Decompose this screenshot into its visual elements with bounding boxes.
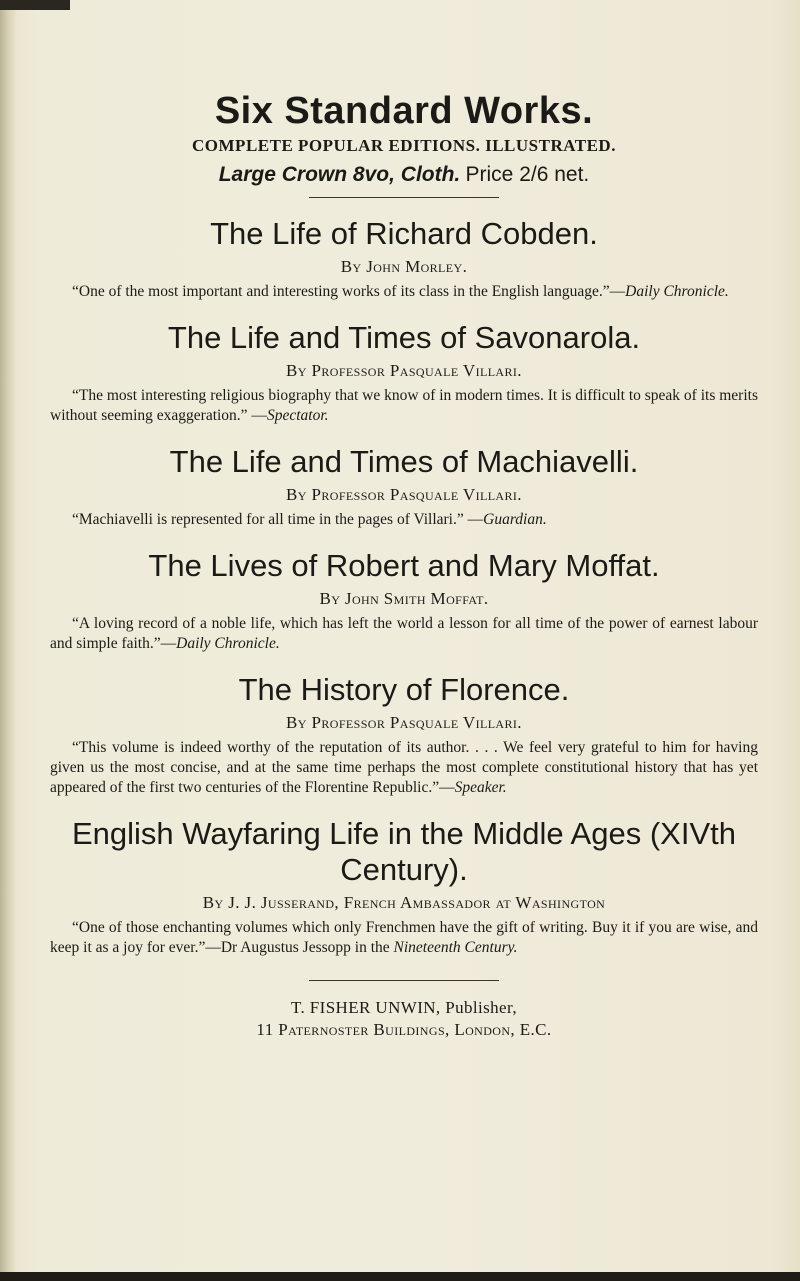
work-title: English Wayfaring Life in the Middle Ages (XIVth Century). [72, 816, 736, 887]
work-review [50, 386, 758, 426]
advert-page [50, 88, 758, 1041]
review-source: Spectator. [266, 407, 329, 424]
work-author: By Professor Pasquale Villari. [286, 361, 522, 380]
review-source: Daily Chronicle. [176, 635, 280, 652]
format-text: Large Crown 8vo, Cloth. [218, 163, 461, 186]
review-quote: “Machiavelli is represented for all time in the pages of Villari.” — [72, 511, 484, 528]
work-author: By J. J. Jusserand, French Ambassador at Washington [202, 893, 606, 912]
page-title: Six Standard Works. [214, 90, 594, 132]
review-quote: “One of the most important and interesting works of its class in the English language.”— [72, 283, 626, 300]
review-quote: “A loving record of a noble life, which has left the world a lesson for all time of the power of earnest labour and simple faith.”— [50, 615, 758, 652]
work-title: The Lives of Robert and Mary Moffat. [148, 548, 660, 583]
work-entry-machiavelli [50, 444, 758, 530]
work-review [50, 510, 758, 530]
review-quote: “The most interesting religious biography that we know of in modern times. It is difficult to speak of its merits without seeming exaggeration.” — [50, 387, 758, 424]
work-entry-cobden [50, 216, 758, 302]
work-entry-moffat [50, 548, 758, 654]
review-source: Daily Chronicle. [625, 283, 729, 300]
work-title: The Life and Times of Machiavelli. [169, 444, 639, 479]
publisher-footer [50, 980, 758, 1041]
top-edge-mark [0, 0, 70, 10]
work-review [50, 738, 758, 798]
work-review [50, 614, 758, 654]
work-review [50, 282, 758, 302]
review-source: Speaker. [454, 779, 507, 796]
work-entry-savonarola [50, 320, 758, 426]
separator-rule [309, 197, 499, 198]
review-source: Guardian. [483, 511, 547, 528]
work-review [50, 918, 758, 958]
publisher-name: T. FISHER UNWIN, Publisher, [290, 998, 518, 1017]
work-author: By John Morley. [340, 257, 468, 276]
edition-subtitle: COMPLETE POPULAR EDITIONS. ILLUSTRATED. [192, 136, 616, 155]
book-spine-shadow [0, 0, 16, 1281]
bottom-edge [0, 1272, 800, 1281]
work-entry-florence [50, 672, 758, 798]
work-author: By Professor Pasquale Villari. [286, 485, 522, 504]
work-title: The History of Florence. [238, 672, 570, 707]
work-entry-wayfaring [50, 816, 758, 958]
review-source: Nineteenth Century. [393, 939, 518, 956]
publisher-address: 11 Paternoster Buildings, London, E.C. [256, 1020, 552, 1039]
review-quote: “This volume is indeed worthy of the reputation of its author. . . . We feel very grateful to him for having given us the most concise, and at the same time perhaps the most complete constitutional history that has yet appeared of the first two centuries of the Florentine Republic.”— [50, 739, 758, 796]
work-title: The Life of Richard Cobden. [210, 216, 598, 251]
separator-rule [309, 980, 499, 981]
format-price-line [50, 160, 758, 189]
review-quote: “One of those enchanting volumes which only Frenchmen have the gift of writing. Buy it if you are wise, and keep it as a joy for ever.”—Dr Augustus Jessopp in the [50, 919, 758, 956]
work-author: By Professor Pasquale Villari. [286, 713, 522, 732]
work-author: By John Smith Moffat. [319, 589, 489, 608]
price-text: Price 2/6 net. [465, 163, 590, 186]
work-title: The Life and Times of Savonarola. [167, 320, 641, 355]
